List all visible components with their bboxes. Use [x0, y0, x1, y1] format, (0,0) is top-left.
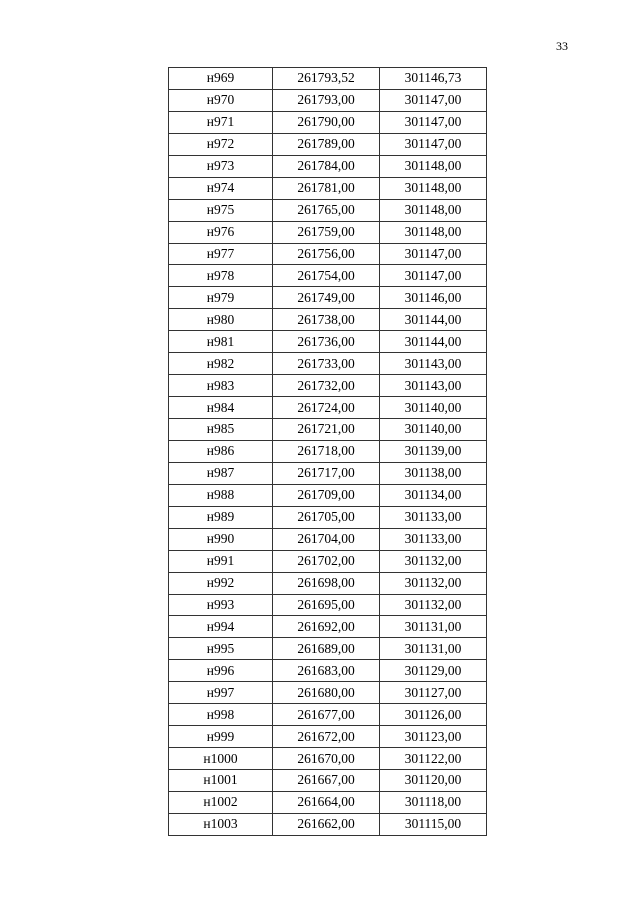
table-row — [169, 528, 487, 550]
x-coordinate-cell: 261738,00 — [273, 309, 380, 331]
point-id-cell: н1002 — [169, 791, 273, 813]
y-coordinate-cell: 301143,00 — [380, 375, 487, 397]
x-coordinate-cell: 261672,00 — [273, 726, 380, 748]
table-row — [169, 397, 487, 419]
y-coordinate-cell: 301148,00 — [380, 221, 487, 243]
y-coordinate-cell: 301134,00 — [380, 484, 487, 506]
x-coordinate-cell: 261702,00 — [273, 550, 380, 572]
y-coordinate-cell: 301140,00 — [380, 397, 487, 419]
point-id-cell: н992 — [169, 572, 273, 594]
table-row — [169, 221, 487, 243]
table-row — [169, 462, 487, 484]
y-coordinate-cell: 301126,00 — [380, 704, 487, 726]
point-id-cell: н971 — [169, 111, 273, 133]
point-id-cell: н998 — [169, 704, 273, 726]
point-id-cell: н975 — [169, 199, 273, 221]
table-row — [169, 506, 487, 528]
point-id-cell: н988 — [169, 484, 273, 506]
point-id-cell: н977 — [169, 243, 273, 265]
table-row — [169, 484, 487, 506]
point-id-cell: н983 — [169, 375, 273, 397]
point-id-cell: н1000 — [169, 748, 273, 770]
x-coordinate-cell: 261790,00 — [273, 111, 380, 133]
x-coordinate-cell: 261749,00 — [273, 287, 380, 309]
x-coordinate-cell: 261789,00 — [273, 133, 380, 155]
x-coordinate-cell: 261756,00 — [273, 243, 380, 265]
y-coordinate-cell: 301122,00 — [380, 748, 487, 770]
y-coordinate-cell: 301147,00 — [380, 243, 487, 265]
y-coordinate-cell: 301132,00 — [380, 550, 487, 572]
x-coordinate-cell: 261704,00 — [273, 528, 380, 550]
point-id-cell: н997 — [169, 682, 273, 704]
point-id-cell: н995 — [169, 638, 273, 660]
y-coordinate-cell: 301115,00 — [380, 813, 487, 835]
point-id-cell: н979 — [169, 287, 273, 309]
y-coordinate-cell: 301138,00 — [380, 462, 487, 484]
x-coordinate-cell: 261733,00 — [273, 353, 380, 375]
coordinates-table — [168, 67, 487, 836]
x-coordinate-cell: 261680,00 — [273, 682, 380, 704]
point-id-cell: н1001 — [169, 770, 273, 792]
y-coordinate-cell: 301147,00 — [380, 265, 487, 287]
table-row — [169, 111, 487, 133]
x-coordinate-cell: 261724,00 — [273, 397, 380, 419]
table-row — [169, 331, 487, 353]
y-coordinate-cell: 301118,00 — [380, 791, 487, 813]
y-coordinate-cell: 301143,00 — [380, 353, 487, 375]
table-row — [169, 155, 487, 177]
y-coordinate-cell: 301144,00 — [380, 309, 487, 331]
x-coordinate-cell: 261709,00 — [273, 484, 380, 506]
table-row — [169, 89, 487, 111]
page-number: 33 — [556, 39, 568, 53]
table-row — [169, 177, 487, 199]
table-row — [169, 309, 487, 331]
point-id-cell: н974 — [169, 177, 273, 199]
point-id-cell: н1003 — [169, 813, 273, 835]
y-coordinate-cell: 301148,00 — [380, 199, 487, 221]
table-row — [169, 550, 487, 572]
point-id-cell: н994 — [169, 616, 273, 638]
y-coordinate-cell: 301148,00 — [380, 177, 487, 199]
coordinates-table-body — [169, 68, 487, 836]
point-id-cell: н996 — [169, 660, 273, 682]
table-row — [169, 375, 487, 397]
x-coordinate-cell: 261736,00 — [273, 331, 380, 353]
x-coordinate-cell: 261689,00 — [273, 638, 380, 660]
table-row — [169, 265, 487, 287]
y-coordinate-cell: 301144,00 — [380, 331, 487, 353]
x-coordinate-cell: 261664,00 — [273, 791, 380, 813]
x-coordinate-cell: 261662,00 — [273, 813, 380, 835]
table-row — [169, 68, 487, 90]
x-coordinate-cell: 261718,00 — [273, 440, 380, 462]
y-coordinate-cell: 301131,00 — [380, 616, 487, 638]
x-coordinate-cell: 261705,00 — [273, 506, 380, 528]
table-row — [169, 199, 487, 221]
point-id-cell: н989 — [169, 506, 273, 528]
table-row — [169, 287, 487, 309]
table-row — [169, 638, 487, 660]
table-row — [169, 704, 487, 726]
table-row — [169, 594, 487, 616]
point-id-cell: н972 — [169, 133, 273, 155]
table-row — [169, 726, 487, 748]
point-id-cell: н973 — [169, 155, 273, 177]
point-id-cell: н991 — [169, 550, 273, 572]
table-row — [169, 243, 487, 265]
x-coordinate-cell: 261717,00 — [273, 462, 380, 484]
y-coordinate-cell: 301139,00 — [380, 440, 487, 462]
x-coordinate-cell: 261721,00 — [273, 419, 380, 441]
point-id-cell: н978 — [169, 265, 273, 287]
y-coordinate-cell: 301132,00 — [380, 594, 487, 616]
y-coordinate-cell: 301133,00 — [380, 528, 487, 550]
table-row — [169, 572, 487, 594]
y-coordinate-cell: 301120,00 — [380, 770, 487, 792]
point-id-cell: н999 — [169, 726, 273, 748]
point-id-cell: н985 — [169, 419, 273, 441]
point-id-cell: н984 — [169, 397, 273, 419]
y-coordinate-cell: 301146,00 — [380, 287, 487, 309]
table-row — [169, 770, 487, 792]
y-coordinate-cell: 301146,73 — [380, 68, 487, 90]
y-coordinate-cell: 301133,00 — [380, 506, 487, 528]
x-coordinate-cell: 261670,00 — [273, 748, 380, 770]
x-coordinate-cell: 261781,00 — [273, 177, 380, 199]
point-id-cell: н990 — [169, 528, 273, 550]
table-row — [169, 133, 487, 155]
x-coordinate-cell: 261784,00 — [273, 155, 380, 177]
table-row — [169, 440, 487, 462]
table-row — [169, 791, 487, 813]
x-coordinate-cell: 261732,00 — [273, 375, 380, 397]
point-id-cell: н987 — [169, 462, 273, 484]
x-coordinate-cell: 261677,00 — [273, 704, 380, 726]
y-coordinate-cell: 301148,00 — [380, 155, 487, 177]
table-row — [169, 682, 487, 704]
x-coordinate-cell: 261692,00 — [273, 616, 380, 638]
x-coordinate-cell: 261793,00 — [273, 89, 380, 111]
point-id-cell: н986 — [169, 440, 273, 462]
y-coordinate-cell: 301129,00 — [380, 660, 487, 682]
point-id-cell: н982 — [169, 353, 273, 375]
y-coordinate-cell: 301140,00 — [380, 419, 487, 441]
y-coordinate-cell: 301127,00 — [380, 682, 487, 704]
x-coordinate-cell: 261759,00 — [273, 221, 380, 243]
y-coordinate-cell: 301147,00 — [380, 133, 487, 155]
x-coordinate-cell: 261765,00 — [273, 199, 380, 221]
point-id-cell: н976 — [169, 221, 273, 243]
point-id-cell: н980 — [169, 309, 273, 331]
table-row — [169, 748, 487, 770]
x-coordinate-cell: 261793,52 — [273, 68, 380, 90]
point-id-cell: н969 — [169, 68, 273, 90]
table-row — [169, 353, 487, 375]
x-coordinate-cell: 261698,00 — [273, 572, 380, 594]
point-id-cell: н993 — [169, 594, 273, 616]
x-coordinate-cell: 261683,00 — [273, 660, 380, 682]
point-id-cell: н970 — [169, 89, 273, 111]
x-coordinate-cell: 261754,00 — [273, 265, 380, 287]
y-coordinate-cell: 301147,00 — [380, 89, 487, 111]
table-row — [169, 660, 487, 682]
point-id-cell: н981 — [169, 331, 273, 353]
y-coordinate-cell: 301131,00 — [380, 638, 487, 660]
y-coordinate-cell: 301147,00 — [380, 111, 487, 133]
y-coordinate-cell: 301132,00 — [380, 572, 487, 594]
x-coordinate-cell: 261667,00 — [273, 770, 380, 792]
table-row — [169, 616, 487, 638]
table-row — [169, 419, 487, 441]
x-coordinate-cell: 261695,00 — [273, 594, 380, 616]
table-row — [169, 813, 487, 835]
y-coordinate-cell: 301123,00 — [380, 726, 487, 748]
